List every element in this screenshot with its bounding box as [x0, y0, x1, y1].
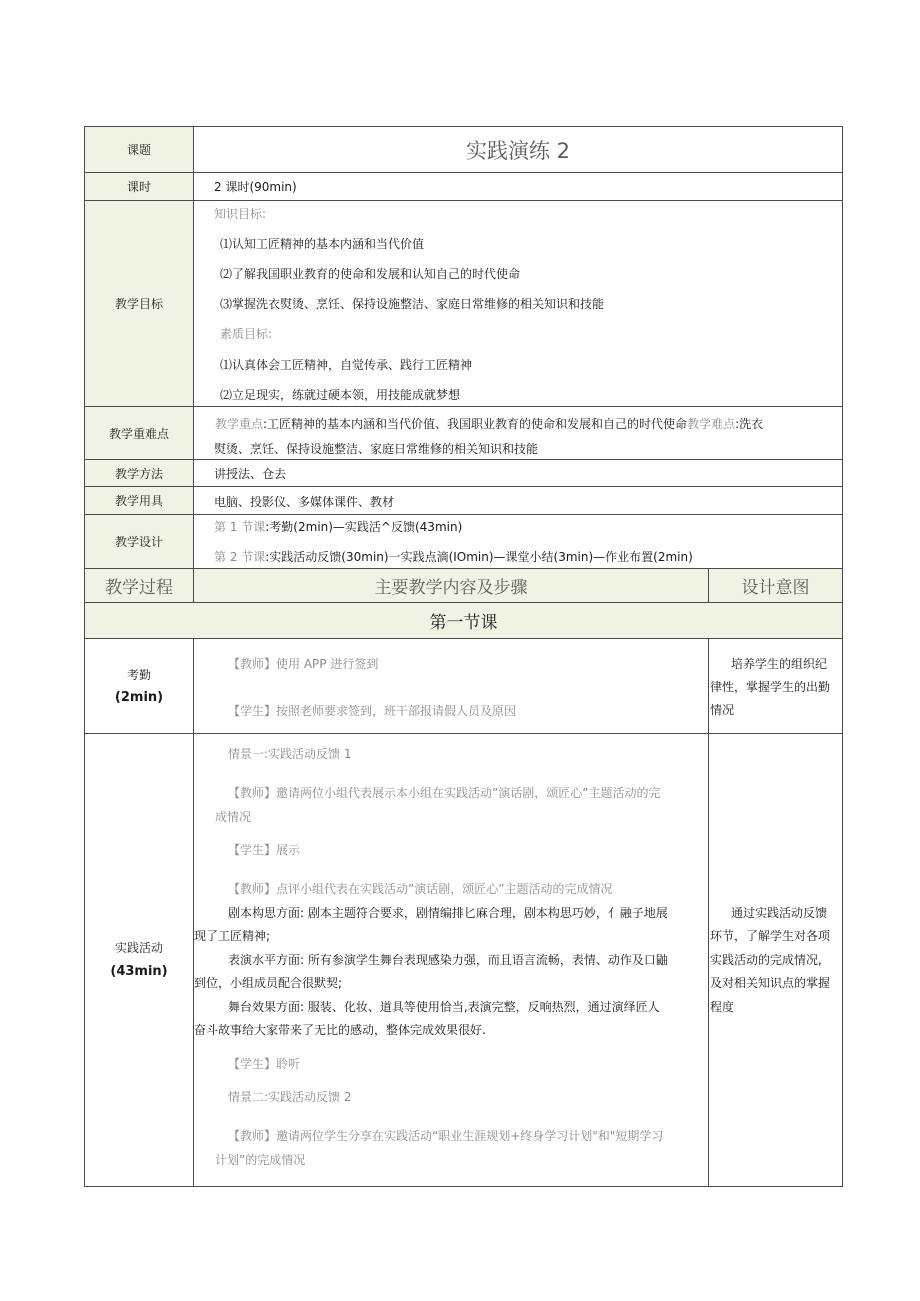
course-title: 实践演练 2 — [465, 138, 571, 163]
lesson1-text: :考勤(2min)—实践活^反馈(43min) — [265, 520, 463, 534]
attendance-student-tag: 【学生】 — [228, 704, 277, 718]
col-header-process — [84, 568, 194, 603]
knowledge-item-2: ⑵了解我国职业教育的使命和发展和认知自己的时代使命 — [220, 267, 521, 281]
student-1-line — [228, 842, 300, 858]
activity-label-cell — [84, 733, 194, 1187]
activity-intent-2: 环节，了解学生对各项 — [710, 929, 831, 943]
teacher-1-tag: 【教师】 — [228, 786, 277, 800]
attendance-time: (2min) — [114, 690, 164, 705]
lesson2-text: :实践活动反馈(30min)一实践点滴(IOmin)—课堂小结(3min)—作业布置(2min) — [265, 550, 693, 564]
col-header-intent — [708, 568, 843, 603]
quality-item-2: ⑵立足现实，练就过硬本领，用技能成就梦想 — [220, 388, 461, 402]
script-review-line-2: 现了工匠精神; — [194, 929, 271, 943]
lesson2-line — [214, 549, 693, 565]
label-keypoints — [84, 406, 194, 460]
difficulty-text-1: :洗衣 — [735, 417, 764, 431]
section-title: 第一节课 — [429, 613, 498, 633]
label-method-text: 教学方法 — [114, 466, 163, 481]
attendance-teacher-line — [228, 656, 378, 672]
attendance-teacher-tag: 【教师】 — [228, 657, 277, 671]
label-design — [84, 514, 194, 569]
teacher-3-line-2: 计划”的完成情况 — [215, 1153, 306, 1167]
attendance-intent-cell — [708, 638, 843, 734]
script-review-line-1: 剧本构思方面: 剧本主题符合要求，剧情编排匕麻合理，剧本构思巧妙，亻融子地展 — [228, 906, 668, 920]
col-header-intent-text: 设计意图 — [741, 578, 810, 598]
keypoints-line-1 — [215, 416, 763, 432]
label-method — [84, 459, 194, 487]
method-cell — [193, 459, 843, 487]
activity-intent-1: 通过实践活动反馈 — [731, 906, 828, 920]
student-1-text: 展示 — [276, 843, 301, 857]
performance-review-line-1: 表演水平方面: 所有参演学生舞台表现感染力强，而且语言流畅，表情、动作及口鼬 — [228, 953, 668, 967]
method-value: 讲授法、仓去 — [214, 467, 287, 481]
teacher-3-tag: 【教师】 — [228, 1129, 277, 1143]
label-objectives — [84, 200, 194, 407]
teacher-1-line-1 — [228, 785, 660, 801]
teacher-3-line-1 — [228, 1128, 663, 1144]
performance-review-line-2: 到位，小组成员配合很默契; — [194, 976, 343, 990]
scene-1: 情景一:实践活动反馈 1 — [228, 747, 352, 761]
teacher-1-line-2: 成情况 — [215, 810, 252, 824]
col-header-content-text: 主要教学内容及步骤 — [374, 578, 528, 598]
label-course-title-text: 课题 — [126, 143, 151, 157]
attendance-student-text: 按照老师要求签到，班干部报请假人员及原因 — [276, 704, 517, 718]
stage-review-line-1: 舞台效果方面: 服装、化妆、道具等使用恰当,表演完整，反响热烈，通过演绎匠人 — [228, 1000, 660, 1014]
scene-2: 情景二:实践活动反馈 2 — [228, 1090, 352, 1104]
label-course-title — [84, 126, 194, 173]
student-2-tag: 【学生】 — [228, 1057, 277, 1071]
label-design-text: 教学设计 — [114, 535, 163, 549]
lesson-plan-table — [84, 126, 843, 1187]
attendance-teacher-text: 使用 APP 进行签到 — [276, 657, 379, 671]
design-cell — [193, 514, 843, 569]
course-title-cell — [193, 126, 843, 173]
student-2-line — [228, 1056, 300, 1072]
label-tools — [84, 486, 194, 515]
teacher-2-line — [228, 881, 612, 897]
attendance-intent-1: 培养学生的组织纪 — [731, 657, 828, 671]
col-header-process-text: 教学过程 — [105, 578, 173, 598]
teacher-1-text: 邀请两位小组代表展示本小组在实践活动”演话剧，颂匠心”主题活动的完 — [276, 786, 661, 800]
teacher-3-text: 邀请两位学生分享在实践活动“职业生涯规划+终身学习计划"和"短期学习 — [276, 1129, 664, 1143]
lesson1-line — [214, 519, 462, 535]
keypoints-cell — [193, 406, 843, 460]
tools-value: 电脑、投影仪、多媒体课件、教材 — [214, 495, 395, 509]
label-tools-text: 教学用具 — [114, 494, 163, 508]
activity-content-cell — [193, 733, 709, 1187]
section-title-row — [84, 602, 843, 639]
label-hours-text: 课时 — [126, 180, 151, 194]
knowledge-item-3: ⑶掌握洗衣熨烫、烹饪、保持设施整洁、家庭日常维修的相关知识和技能 — [220, 297, 605, 311]
hours-value: 2 课时(90min) — [214, 180, 297, 194]
difficulty-text-2: 熨烫、烹饪、保持设施整洁、家庭日常维修的相关知识和技能 — [214, 442, 539, 456]
attendance-content-cell — [193, 638, 709, 734]
attendance-label-cell — [84, 638, 194, 734]
key-label: 教学重点 — [215, 417, 264, 431]
key-text: :工匠精神的基本内涵和当代价值、我国职业教育的使命和发展和自己的时代使命 — [263, 417, 688, 431]
quality-heading: 素质目标: — [220, 327, 273, 341]
label-objectives-text: 教学目标 — [114, 297, 163, 311]
objectives-cell — [193, 200, 843, 407]
attendance-intent-3: 情况 — [710, 703, 735, 717]
tools-cell — [193, 486, 843, 515]
attendance-name: 考勤 — [126, 668, 151, 682]
hours-cell — [193, 172, 843, 201]
activity-time: (43min) — [110, 964, 168, 979]
lesson1-label: 第 1 节课 — [214, 520, 266, 534]
teacher-2-text: 点评小组代表在实践活动”演话剧，颂匠心”主题活动的完成情况 — [276, 882, 613, 896]
activity-intent-5: 程度 — [710, 1000, 735, 1014]
teacher-2-tag: 【教师】 — [228, 882, 277, 896]
col-header-content — [193, 568, 709, 603]
label-keypoints-text: 教学重难点 — [108, 426, 169, 441]
student-2-text: 聆听 — [276, 1057, 301, 1071]
lesson2-label: 第 2 节课 — [214, 550, 266, 564]
label-hours — [84, 172, 194, 201]
stage-review-line-2: 奋斗故事给大家带来了无比的感动，整体完成效果很好. — [194, 1023, 486, 1037]
activity-intent-cell — [708, 733, 843, 1187]
knowledge-heading: 知识目标: — [214, 207, 267, 221]
activity-name: 实践活动 — [114, 941, 163, 955]
attendance-intent-2: 律性，掌握学生的出勤 — [710, 680, 831, 694]
attendance-student-line — [228, 703, 516, 719]
activity-intent-4: 及对相关知识点的掌握 — [710, 976, 831, 990]
knowledge-item-1: ⑴认知工匠精神的基本内涵和当代价值 — [220, 237, 425, 251]
activity-intent-3: 实践活动的完成情况, — [710, 953, 822, 967]
student-1-tag: 【学生】 — [228, 843, 277, 857]
quality-item-1: ⑴认真体会工匠精神，自觉传承、践行工匠精神 — [220, 358, 473, 372]
difficulty-label: 教学难点 — [687, 417, 736, 431]
